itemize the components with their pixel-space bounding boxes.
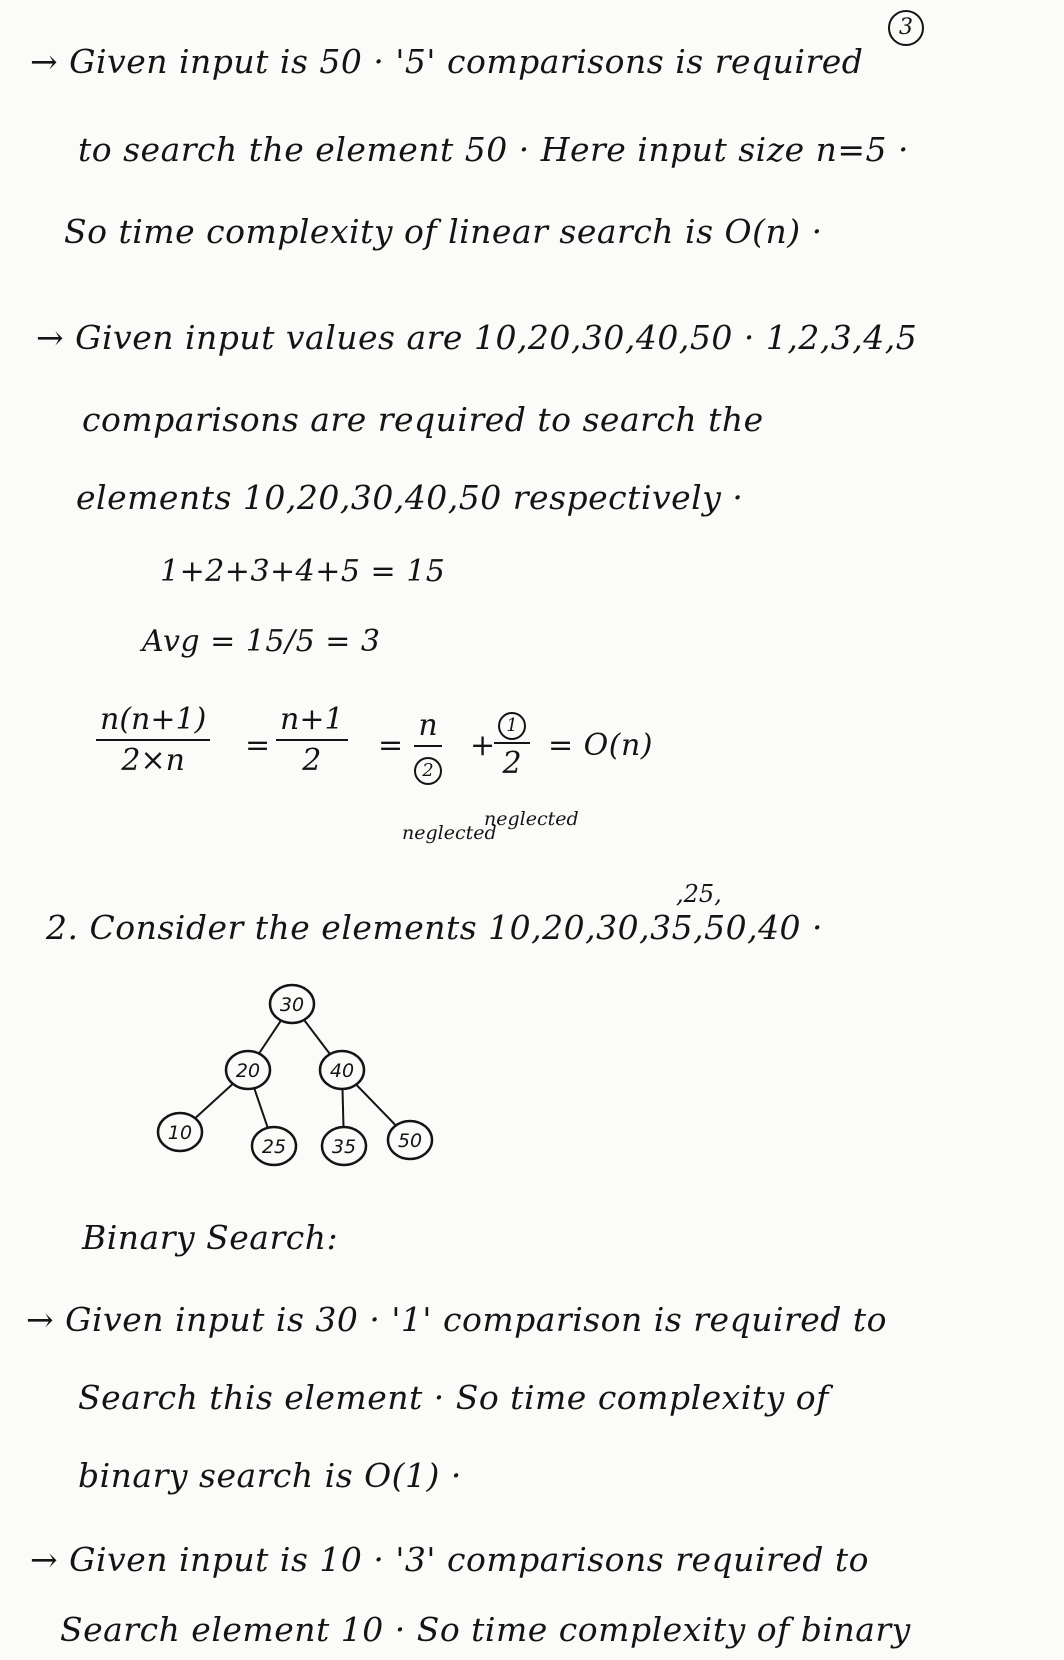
section-2-heading: 2. Consider the elements 10,20,30,35,50,40 · (46, 908, 824, 947)
insertion-mark: ,25, (676, 880, 722, 908)
plus-sign: + (470, 728, 496, 763)
fraction-3-numerator: n (414, 708, 442, 747)
neglected-note-2: neglected (484, 808, 579, 830)
fraction-4-denominator: 2 (502, 746, 522, 781)
tree-node-label: 30 (279, 994, 305, 1016)
fraction-4-numerator: 1 (498, 712, 526, 740)
tree-node-label: 40 (329, 1060, 355, 1082)
linear-line-6: elements 10,20,30,40,50 respectively · (76, 478, 744, 517)
linear-line-4: → Given input values are 10,20,30,40,50 · 1,2,3,4,5 (36, 318, 918, 357)
fraction-1-numerator: n(n+1) (96, 702, 210, 741)
linear-line-2: to search the element 50 · Here input size n=5 · (78, 130, 910, 169)
fraction-2-denominator: 2 (302, 743, 322, 778)
fraction-3-denominator: 2 (414, 757, 442, 785)
binary-line-4: → Given input is 10 · '3' comparisons required to (30, 1540, 870, 1579)
binary-line-5: Search element 10 · So time complexity of binary (60, 1610, 911, 1649)
neglected-note-1: neglected (402, 822, 497, 844)
tree-node-label: 20 (235, 1060, 261, 1082)
binary-search-title: Binary Search: (82, 1218, 339, 1257)
fraction-2-numerator: n+1 (276, 702, 348, 741)
tree-node-label: 10 (167, 1122, 193, 1144)
linear-line-3: So time complexity of linear search is O(n) · (64, 212, 823, 251)
binary-line-3: binary search is O(1) · (78, 1456, 462, 1495)
tree-node-label: 35 (331, 1136, 357, 1158)
tree-node-label: 50 (397, 1130, 423, 1152)
binary-line-2: Search this element · So time complexity of (78, 1378, 829, 1417)
linear-line-1: → Given input is 50 · '5' comparisons is required (30, 42, 864, 81)
average-equation: Avg = 15/5 = 3 (142, 624, 381, 659)
sum-equation: 1+2+3+4+5 = 15 (160, 554, 446, 589)
page-number: 3 (888, 10, 924, 46)
equals-sign-1: = (245, 728, 271, 763)
fraction-1-denominator: 2×n (121, 743, 185, 778)
binary-line-1: → Given input is 30 · '1' comparison is required to (26, 1300, 888, 1339)
tree-node-label: 25 (261, 1136, 287, 1158)
big-o-result: = O(n) (548, 728, 653, 763)
equals-sign-2: = (378, 728, 404, 763)
linear-line-5: comparisons are required to search the (82, 400, 764, 439)
